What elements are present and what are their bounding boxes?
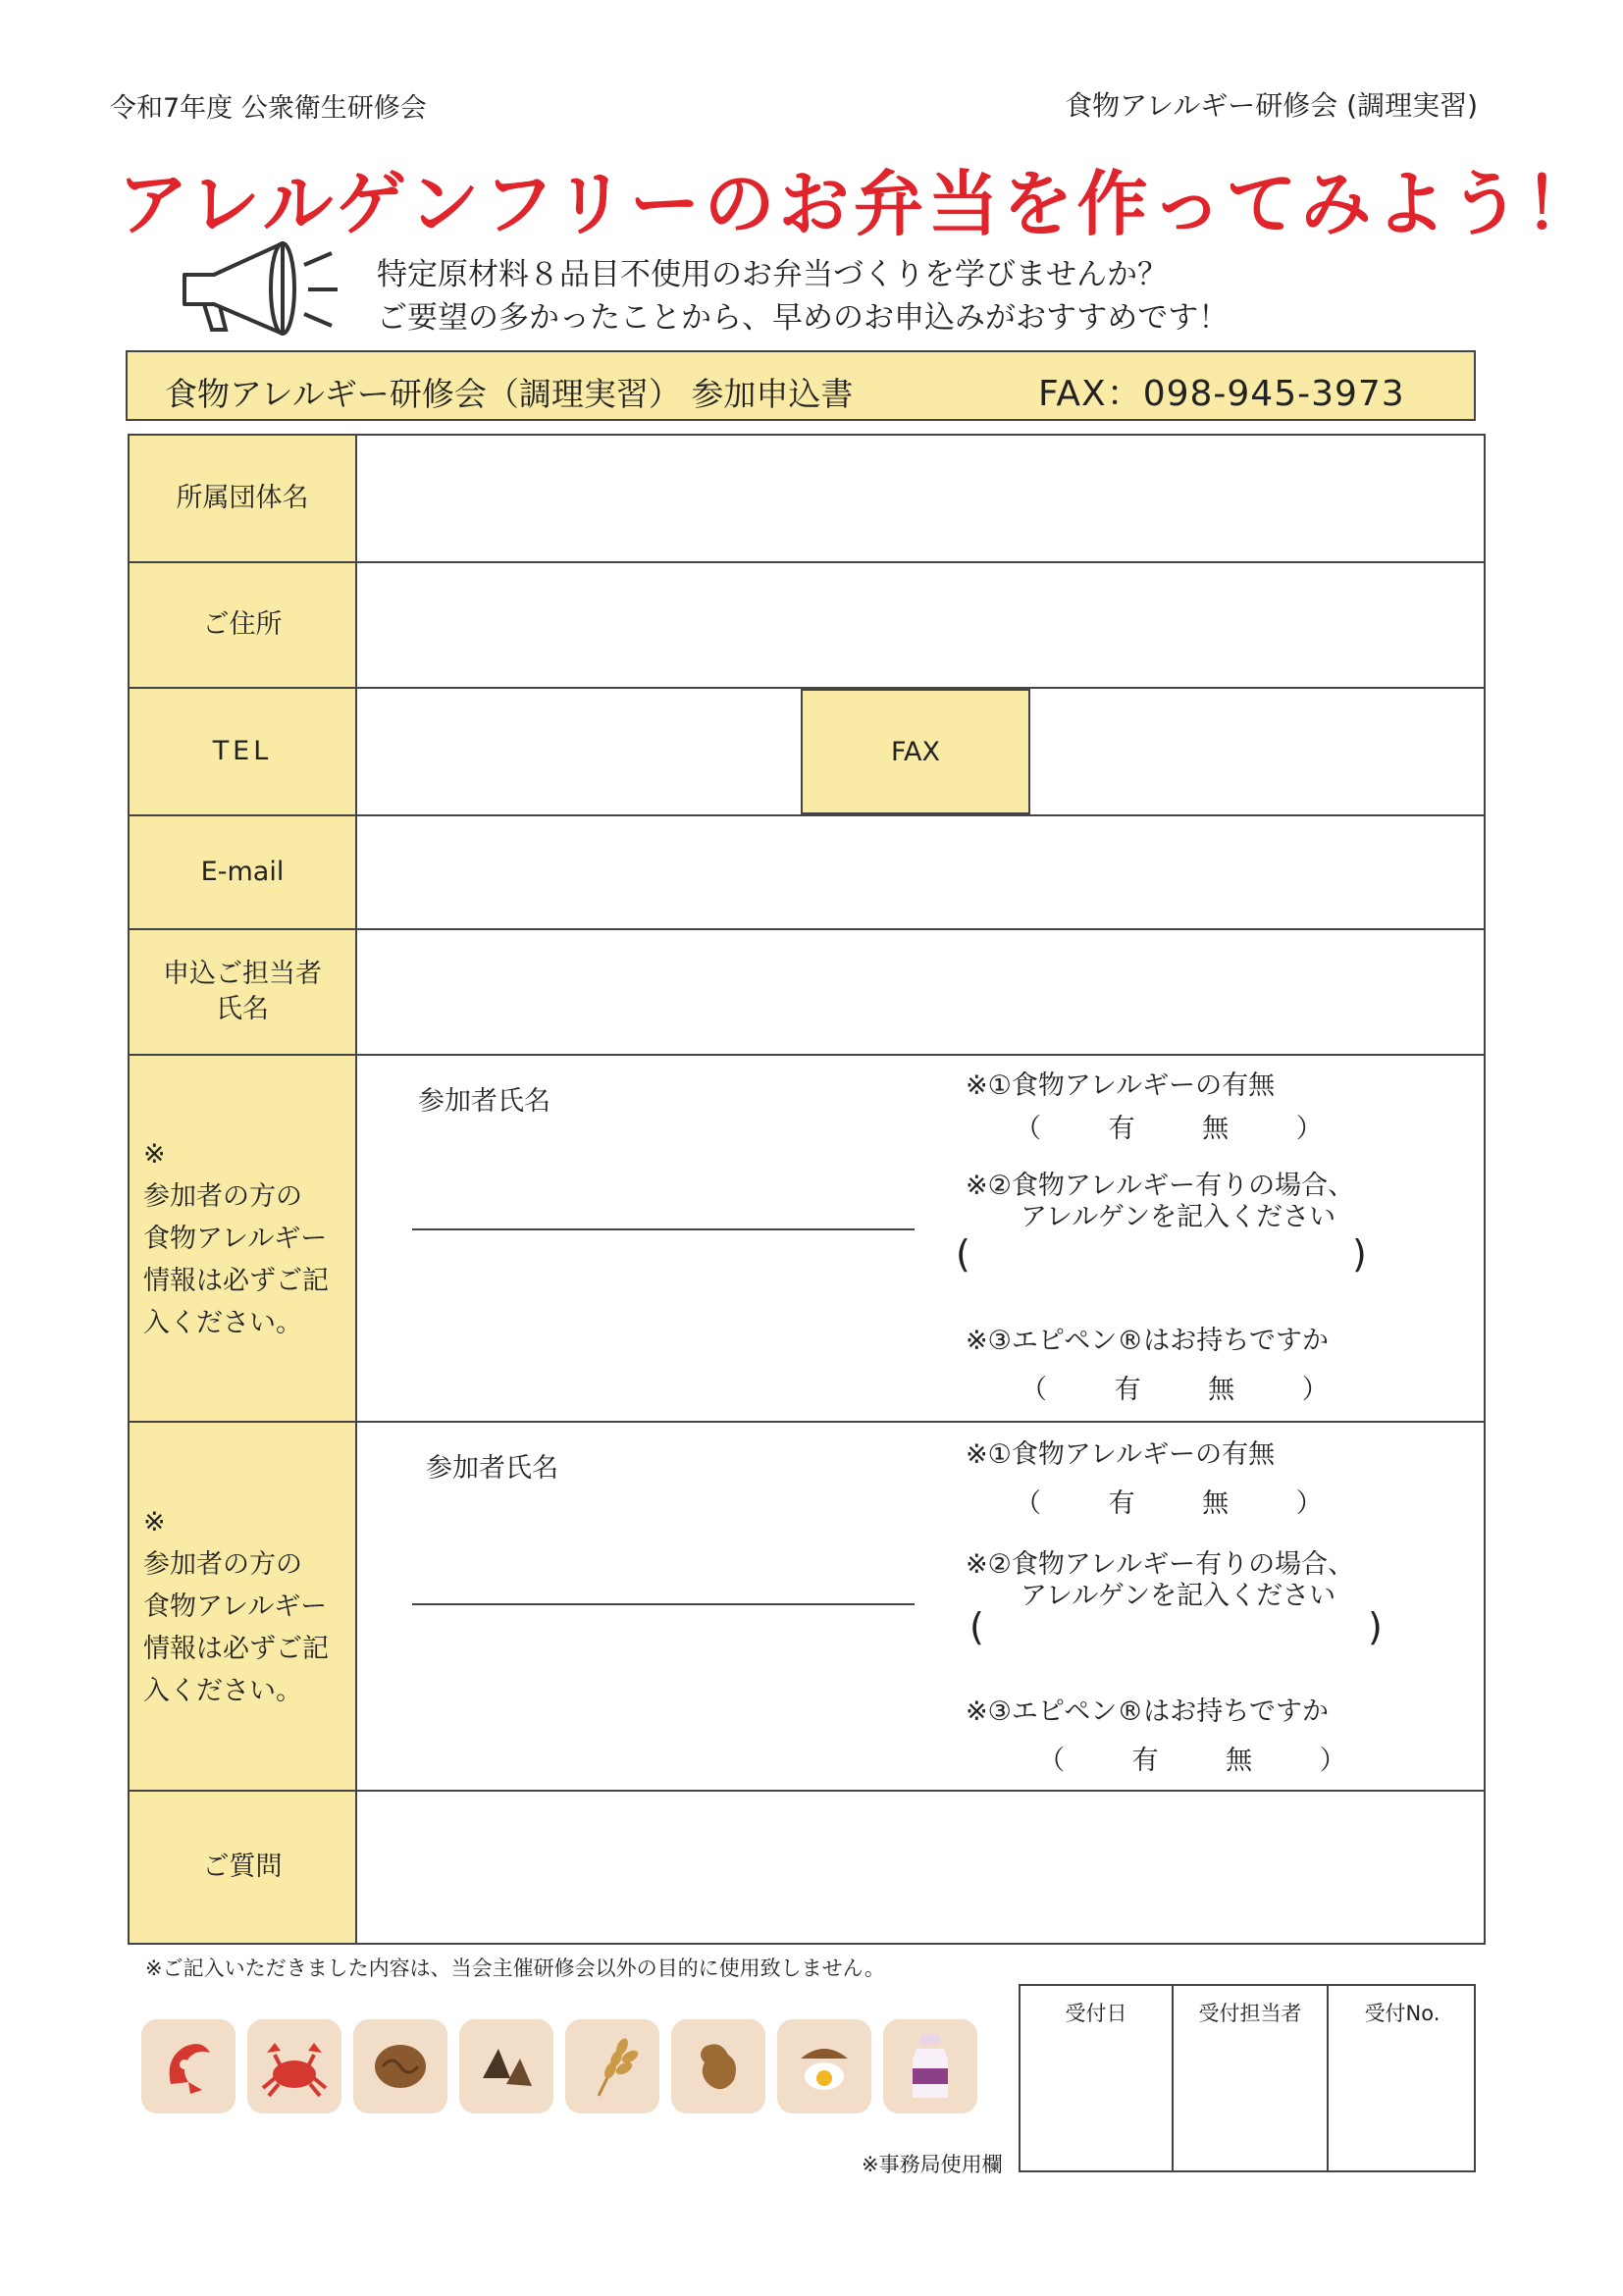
participant-name-label: 参加者氏名	[418, 1086, 550, 1117]
contact-label	[130, 930, 357, 1054]
fax-number: FAX：098-945-3973	[1038, 374, 1405, 414]
office-use-note: ※事務局使用欄	[862, 2153, 1003, 2176]
epipen-question: ※③エピペン®はお持ちですか	[966, 1696, 1330, 1727]
allergen-paren-open: (	[956, 1232, 970, 1276]
allergy-question-1: ※①食物アレルギーの有無	[966, 1070, 1276, 1101]
contact-label-line-1: 申込ご担当者	[163, 959, 322, 989]
milk-icon	[883, 2019, 977, 2113]
notice-line: 情報は必ずご記	[143, 1633, 329, 1664]
notice-line: 参加者の方の	[143, 1180, 302, 1212]
walnut-icon	[353, 2019, 447, 2113]
participant-name-line[interactable]	[412, 1228, 915, 1230]
epipen-options[interactable]: （ 有 無 ）	[1021, 1375, 1329, 1405]
application-form	[128, 434, 1486, 1945]
fax-label: FAX	[801, 689, 1030, 814]
participant-2-notice	[130, 1423, 357, 1790]
allergy-question-2-sub: アレルゲンを記入ください	[1021, 1581, 1336, 1611]
contact-field[interactable]	[359, 930, 1484, 1054]
notice-line: ※	[143, 1506, 166, 1538]
intro-text	[377, 253, 1229, 339]
allergen-field[interactable]	[983, 1236, 1474, 1279]
egg-icon	[777, 2019, 871, 2113]
allergy-options-1[interactable]: （ 有 無 ）	[1015, 1488, 1323, 1519]
tel-field[interactable]	[359, 689, 799, 814]
header-right: 食物アレルギー研修会 (調理実習)	[1065, 89, 1478, 122]
question-label: ご質問	[130, 1792, 357, 1943]
allergy-question-2-sub: アレルゲンを記入ください	[1021, 1202, 1336, 1232]
notice-line: 食物アレルギー	[143, 1223, 328, 1254]
allergen-paren-close: )	[1368, 1605, 1383, 1648]
intro-line-2: ご要望の多かったことから、早めのお申込みがおすすめです！	[377, 300, 1230, 336]
notice-line: 入ください。	[143, 1675, 302, 1706]
address-label: ご住所	[130, 563, 357, 687]
form-title: 食物アレルギー研修会（調理実習） 参加申込書	[165, 375, 854, 413]
notice-line: 入ください。	[143, 1307, 302, 1338]
allergen-paren-open: (	[969, 1605, 984, 1648]
page-title: アレルゲンフリーのお弁当を作ってみよう！	[118, 163, 1599, 245]
tel-label: TEL	[130, 689, 357, 814]
intro-line-1: 特定原材料８品目不使用のお弁当づくりを学びませんか？	[377, 257, 1168, 292]
address-field[interactable]	[359, 563, 1484, 687]
peanut-icon	[671, 2019, 765, 2113]
megaphone-icon	[175, 235, 351, 343]
fax-field[interactable]	[1030, 689, 1484, 814]
question-field[interactable]	[359, 1792, 1484, 1943]
allergy-question-2: ※②食物アレルギー有りの場合、	[966, 1171, 1355, 1201]
office-col-number: 受付No.	[1364, 2002, 1440, 2025]
allergy-question-2: ※②食物アレルギー有りの場合、	[966, 1549, 1355, 1580]
contact-label-line-2: 氏名	[216, 994, 269, 1024]
notice-line: 食物アレルギー	[143, 1591, 328, 1622]
office-use-table	[1019, 1984, 1476, 2172]
allergen-field[interactable]	[997, 1609, 1468, 1652]
buckwheat-icon	[459, 2019, 553, 2113]
allergy-question-1: ※①食物アレルギーの有無	[966, 1439, 1276, 1470]
notice-line: 情報は必ずご記	[143, 1265, 329, 1296]
epipen-question: ※③エピペン®はお持ちですか	[966, 1326, 1330, 1356]
allergen-paren-close: )	[1352, 1232, 1367, 1276]
participant-1-notice	[130, 1056, 357, 1421]
office-col-date: 受付日	[1065, 2002, 1127, 2025]
form-title-bar	[126, 350, 1476, 421]
wheat-icon	[565, 2019, 659, 2113]
participant-name-line[interactable]	[412, 1603, 915, 1605]
crab-icon	[247, 2019, 341, 2113]
email-label: E-mail	[130, 816, 357, 928]
office-col-staff: 受付担当者	[1198, 2002, 1302, 2025]
header-left: 令和7年度 公衆衛生研修会	[110, 93, 427, 124]
allergy-options-1[interactable]: （ 有 無 ）	[1015, 1114, 1323, 1144]
epipen-options[interactable]: （ 有 無 ）	[1038, 1746, 1346, 1776]
privacy-footnote: ※ご記入いただきました内容は、当会主催研修会以外の目的に使用致しません。	[145, 1957, 885, 1980]
email-field[interactable]	[359, 816, 1484, 928]
notice-line: ※	[143, 1138, 166, 1170]
org-field[interactable]	[359, 436, 1484, 561]
participant-name-label: 参加者氏名	[426, 1453, 558, 1484]
shrimp-icon	[141, 2019, 236, 2113]
org-label: 所属団体名	[130, 436, 357, 561]
notice-line: 参加者の方の	[143, 1548, 302, 1580]
